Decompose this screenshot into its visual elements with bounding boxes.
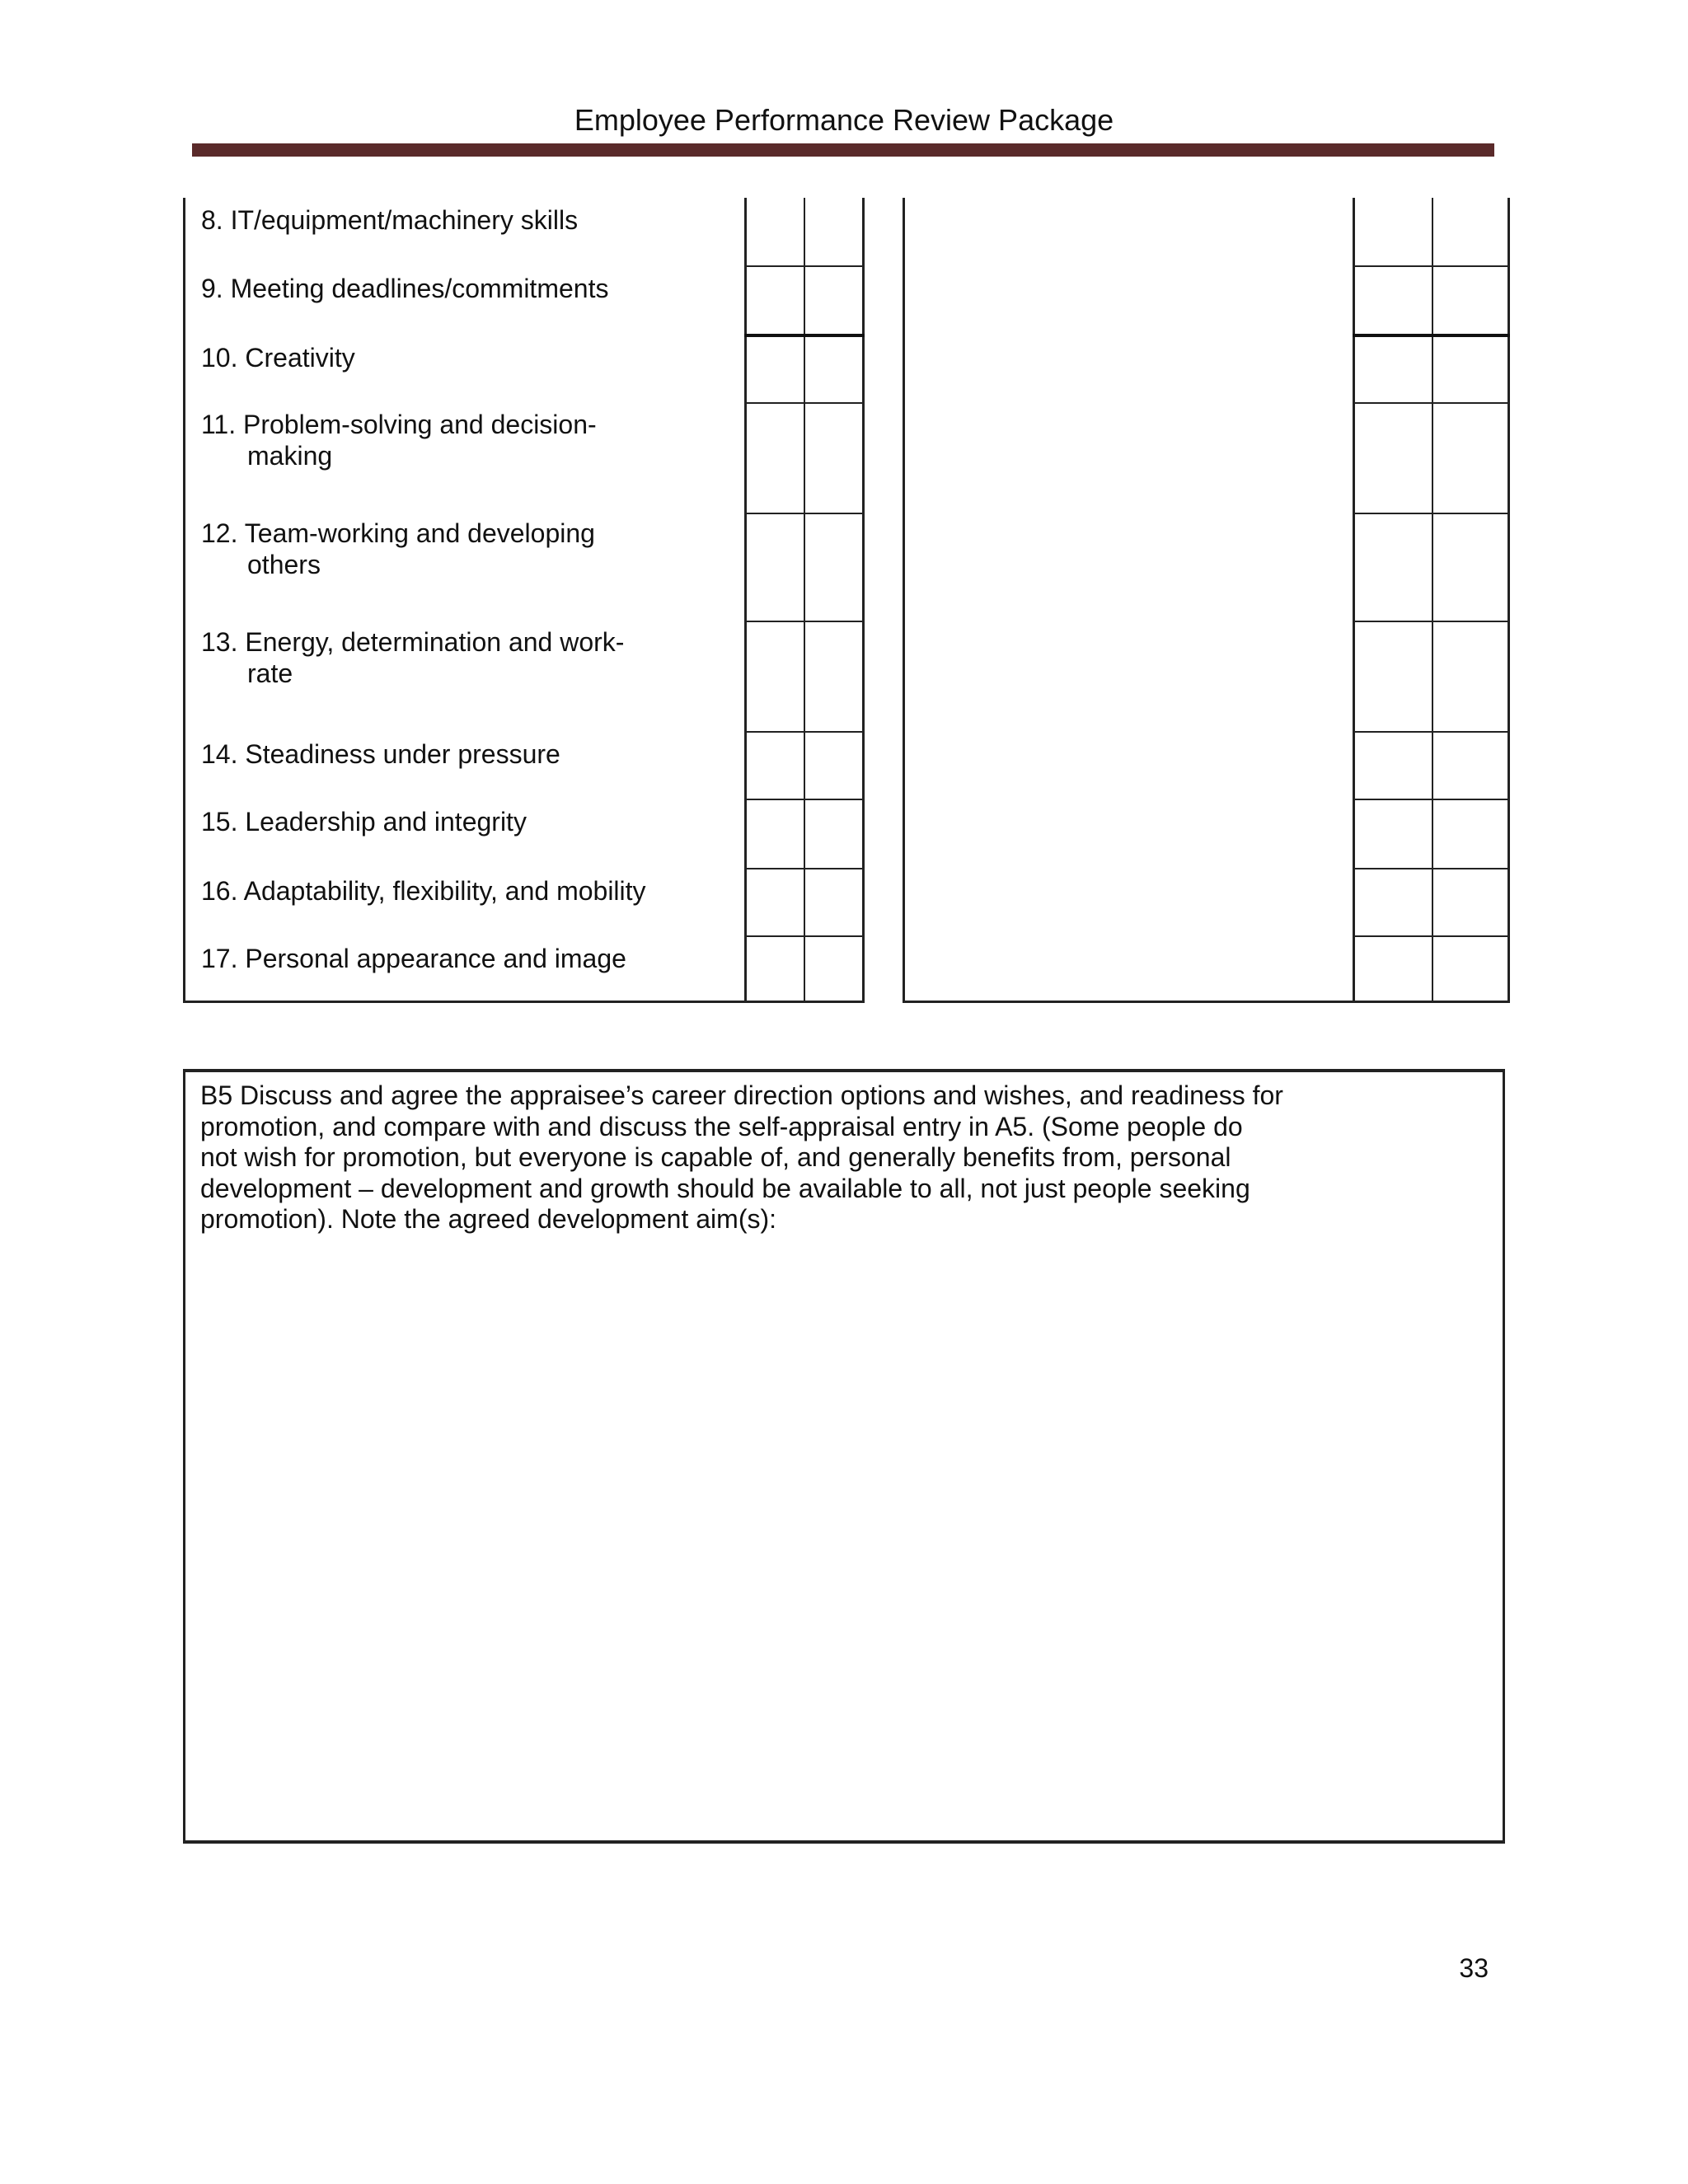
b5-line: B5 Discuss and agree the appraisee’s career direction options and wishes, and readiness for bbox=[200, 1080, 1283, 1110]
rating-row bbox=[185, 799, 865, 868]
rating-boxes[interactable] bbox=[1353, 935, 1510, 1001]
item-label: IT/equipment/machinery skills bbox=[230, 205, 579, 235]
rating-row bbox=[185, 334, 865, 402]
rating-row bbox=[185, 513, 865, 621]
rating-row bbox=[905, 621, 1510, 731]
rating-boxes[interactable] bbox=[744, 265, 865, 334]
rating-row bbox=[905, 265, 1510, 334]
rating-row bbox=[185, 265, 865, 334]
rating-row bbox=[905, 334, 1510, 402]
rating-boxes[interactable] bbox=[744, 513, 865, 621]
rating-boxes[interactable] bbox=[1353, 334, 1510, 402]
rating-row bbox=[905, 935, 1510, 1001]
rating-row bbox=[905, 198, 1510, 265]
b5-instructions bbox=[200, 1080, 1354, 1235]
item-label-continued: making bbox=[247, 441, 333, 471]
item-label: Personal appearance and image bbox=[245, 944, 626, 973]
rating-boxes[interactable] bbox=[1353, 799, 1510, 868]
item-number: 8. bbox=[201, 205, 223, 235]
rating-boxes[interactable] bbox=[744, 621, 865, 731]
rating-boxes[interactable] bbox=[1353, 621, 1510, 731]
rating-boxes[interactable] bbox=[1353, 868, 1510, 935]
b5-line: promotion, and compare with and discuss the self-appraisal entry in A5. (Some people do bbox=[200, 1111, 1243, 1141]
item-number: 10. bbox=[201, 343, 238, 373]
appraisee-ratings-panel bbox=[183, 198, 865, 1003]
item-label: Adaptability, flexibility, and mobility bbox=[243, 876, 646, 906]
rating-row bbox=[905, 799, 1510, 868]
item-label: Leadership and integrity bbox=[245, 807, 527, 837]
item-number: 17. bbox=[201, 944, 238, 973]
item-number: 9. bbox=[201, 274, 223, 303]
item-number: 11. bbox=[201, 410, 237, 439]
b5-line: development – development and growth should be available to all, not just people seeking bbox=[200, 1173, 1250, 1203]
rating-row bbox=[905, 513, 1510, 621]
rating-row bbox=[185, 868, 865, 935]
rating-boxes[interactable] bbox=[744, 935, 865, 1001]
rating-row bbox=[905, 868, 1510, 935]
rating-row bbox=[185, 731, 865, 799]
item-label: Problem-solving and decision- bbox=[243, 410, 597, 439]
header-rule bbox=[192, 143, 1494, 157]
rating-boxes[interactable] bbox=[744, 402, 865, 513]
item-label: Creativity bbox=[245, 343, 355, 373]
item-number: 14. bbox=[201, 739, 238, 769]
rating-boxes[interactable] bbox=[744, 334, 865, 402]
item-label: Steadiness under pressure bbox=[245, 739, 560, 769]
rating-boxes[interactable] bbox=[1353, 402, 1510, 513]
appraiser-ratings-panel bbox=[903, 198, 1510, 1003]
rating-row bbox=[185, 935, 865, 1001]
item-number: 12. bbox=[201, 518, 238, 548]
rating-boxes[interactable] bbox=[744, 799, 865, 868]
rating-boxes[interactable] bbox=[744, 198, 865, 265]
b5-line: not wish for promotion, but everyone is capable of, and generally benefits from, personal bbox=[200, 1142, 1231, 1172]
rating-row bbox=[185, 198, 865, 265]
page-header-title: Employee Performance Review Package bbox=[574, 103, 1114, 137]
item-label: Team-working and developing bbox=[244, 518, 595, 548]
rating-boxes[interactable] bbox=[1353, 265, 1510, 334]
rating-row bbox=[905, 402, 1510, 513]
rating-row bbox=[905, 731, 1510, 799]
rating-boxes[interactable] bbox=[1353, 731, 1510, 799]
rating-row bbox=[185, 402, 865, 513]
item-label-continued: rate bbox=[247, 658, 293, 688]
item-label-continued: others bbox=[247, 550, 321, 579]
rating-boxes[interactable] bbox=[744, 731, 865, 799]
b5-line: promotion). Note the agreed development aim(s): bbox=[200, 1204, 777, 1234]
rating-boxes[interactable] bbox=[1353, 513, 1510, 621]
page-number: 33 bbox=[1459, 1953, 1489, 1983]
item-label: Energy, determination and work- bbox=[245, 627, 625, 657]
rating-boxes[interactable] bbox=[1353, 198, 1510, 265]
item-label: Meeting deadlines/commitments bbox=[230, 274, 609, 303]
item-number: 16. bbox=[201, 876, 238, 906]
item-number: 15. bbox=[201, 807, 238, 837]
b5-development-aims-box[interactable] bbox=[183, 1069, 1505, 1844]
rating-row bbox=[185, 621, 865, 731]
rating-boxes[interactable] bbox=[744, 868, 865, 935]
item-number: 13. bbox=[201, 627, 238, 657]
